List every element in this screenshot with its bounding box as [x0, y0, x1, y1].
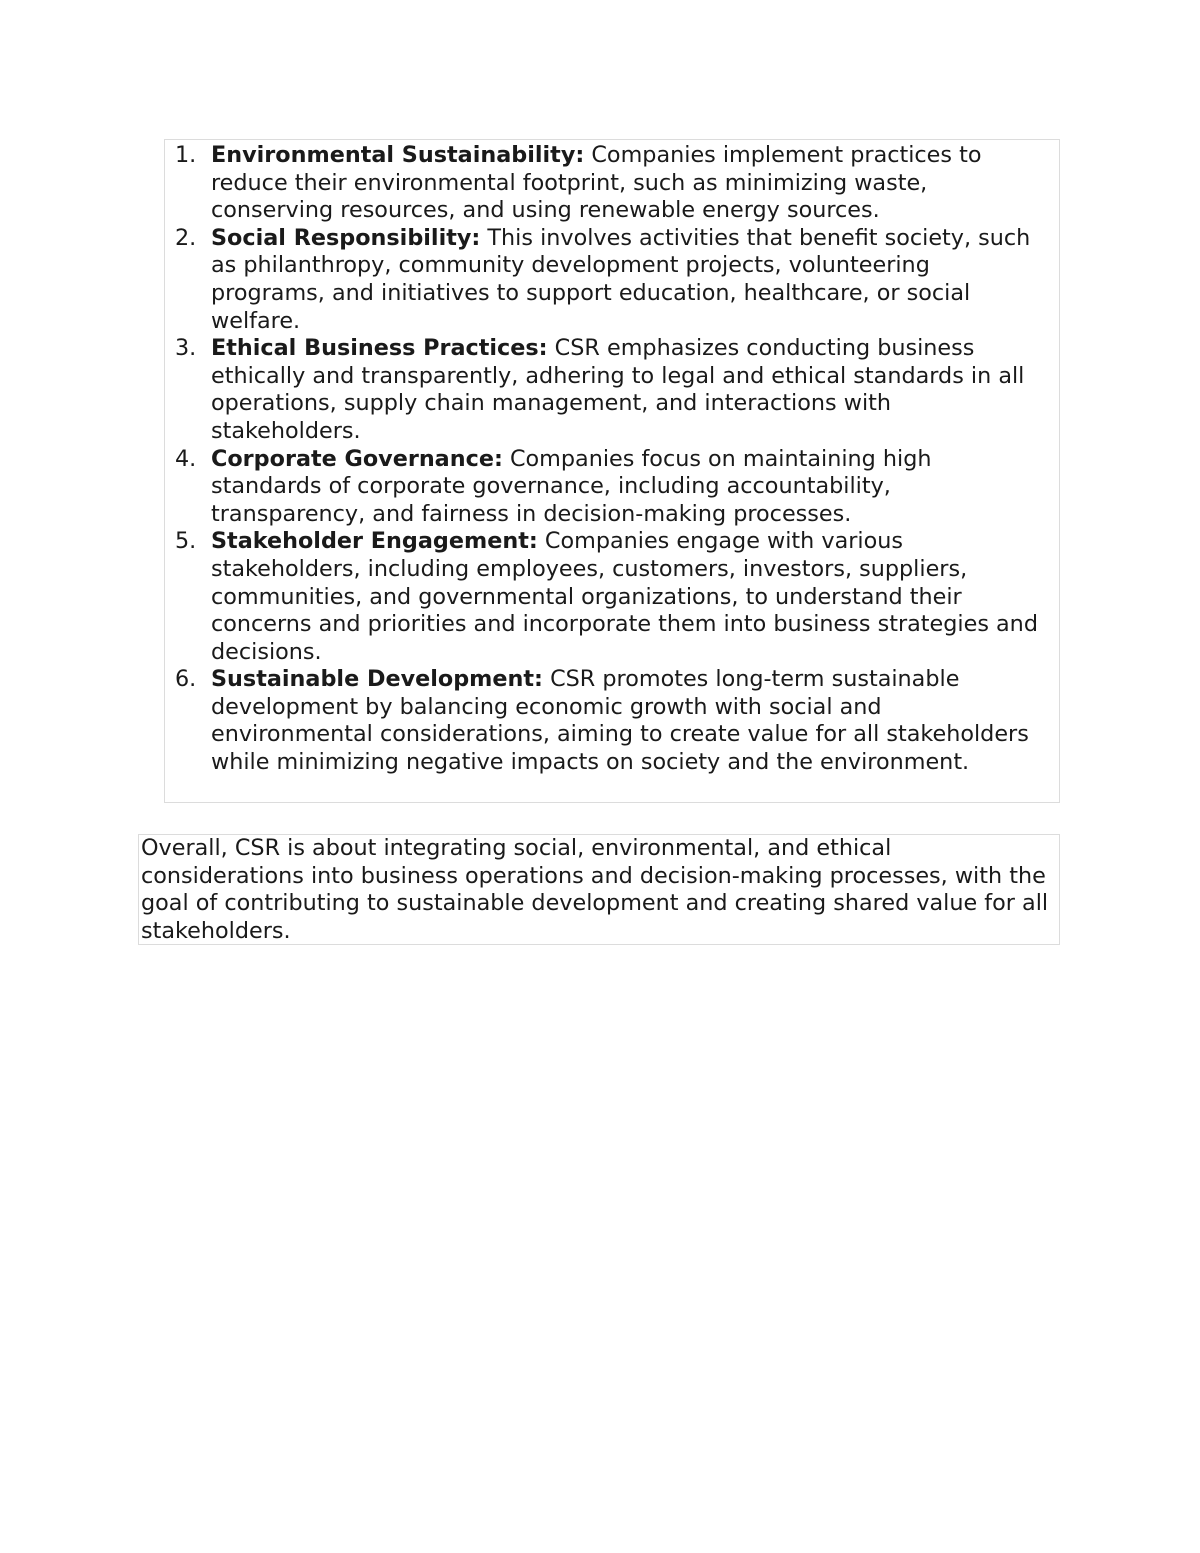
item-term: Sustainable Development: [211, 666, 543, 693]
item-term: Ethical Business Practices: [211, 335, 548, 362]
csr-components-section [164, 139, 1060, 803]
item-term: Corporate Governance: [211, 445, 503, 472]
item-term: Environmental Sustainability: [211, 142, 585, 168]
item-number: 5. [175, 528, 197, 555]
list-item [165, 446, 1045, 529]
item-term: Social Responsibility: [211, 224, 481, 251]
list-item [165, 225, 1045, 335]
item-number: 4. [175, 445, 197, 472]
item-text: This involves activities that benefit society, such as philanthropy, community development projects, volunteering programs, and initiatives to support education, healthcare, or social welfare. [211, 224, 1031, 334]
item-text: CSR emphasizes conducting business ethically and transparently, adhering to legal and ethical standards in all operations, supply chain management, and interactions with stakeholders. [211, 335, 1025, 444]
item-text: Companies implement practices to reduce their environmental footprint, such as minimizing waste, conserving resources, and using renewable energy sources. [211, 142, 982, 224]
summary-paragraph: Overall, CSR is about integrating social, environmental, and ethical considerations into business operations and decision-making processes, with the goal of contributing to sustainable development and creating shared value for all stakeholders. [141, 835, 1049, 944]
item-term: Stakeholder Engagement: [211, 528, 538, 555]
item-number: 2. [175, 224, 197, 251]
csr-components-list [165, 142, 1045, 777]
summary-section [138, 834, 1060, 945]
item-text: CSR promotes long-term sustainable development by balancing economic growth with social and environmental considerations, aiming to create value for all stakeholders while minimizing negative impacts on society and the environment. [211, 666, 1029, 776]
item-text: Companies focus on maintaining high standards of corporate governance, including accountability, transparency, and fairness in decision-making processes. [211, 445, 932, 527]
list-item [165, 335, 1045, 445]
list-item [165, 142, 1045, 225]
item-text: Companies engage with various stakeholders, including employees, customers, investors, suppliers, communities, and governmental organizations, to understand their concerns and priorities and incorporate them into business strategies and decisions. [211, 528, 1038, 665]
item-number: 1. [175, 142, 197, 168]
list-item [165, 528, 1045, 666]
list-item [165, 666, 1045, 776]
item-number: 6. [175, 666, 197, 693]
item-number: 3. [175, 335, 197, 362]
